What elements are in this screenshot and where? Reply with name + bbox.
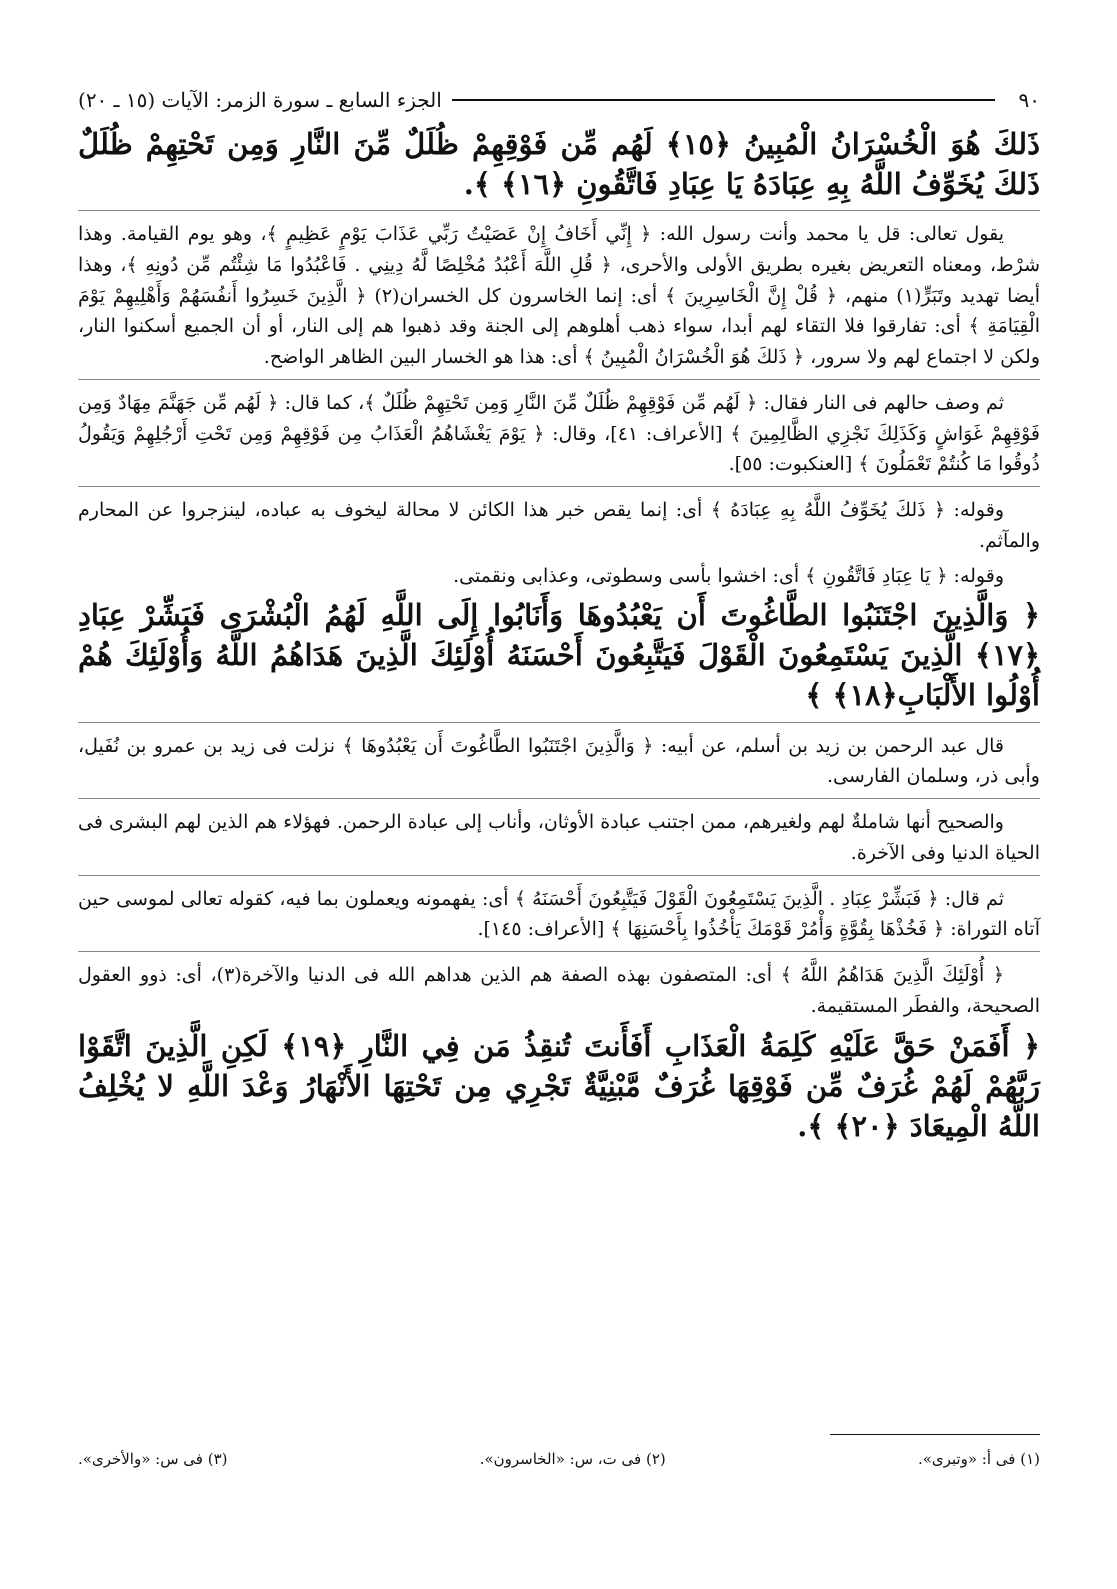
divider [78, 798, 1040, 799]
commentary-paragraph: ثم قال: ﴿ فَبَشِّرْ عِبَادِ . الَّذِينَ يَسْتَمِعُونَ الْقَوْلَ فَيَتَّبِعُونَ أَحْسَنَهُ ﴾ أى: يفهمونه ويعملون بما فيه، كقوله تعالى لموسى حين آتاه التوراة: ﴿ فَخُذْهَا بِقُوَّةٍ وَأْمُرْ قَوْمَكَ يَأْخُذُوا بِأَحْسَنِهَا ﴾ [الأعراف: ١٤٥]. [78, 887, 1040, 941]
footnote-2: (٢) فى ت، س: «الخاسرون». [479, 1450, 666, 1468]
commentary-paragraph: ثم وصف حالهم فى النار فقال: ﴿ لَهُم مِّن فَوْقِهِمْ ظُلَلٌ مِّنَ النَّارِ وَمِن تَحْتِهِمْ ظُلَلٌ ﴾، كما قال: ﴿ لَهُم مِّن جَهَنَّمَ مِهَادٌ وَمِن فَوْقِهِمْ غَوَاشٍ وَكَذَلِكَ نَجْزِي الظَّالِمِينَ ﴾ [الأعراف: ٤١]، وقال: ﴿ يَوْمَ يَغْشَاهُمُ الْعَذَابُ مِن فَوْقِهِمْ وَمِن تَحْتِ أَرْجُلِهِمْ وَيَقُولُ ذُوقُوا مَا كُنتُمْ تَعْمَلُونَ ﴾ [العنكبوت: ٥٥]. [78, 391, 1040, 476]
commentary-paragraph: وقوله: ﴿ ذَلكَ يُخَوِّفُ اللَّهُ بِهِ عِبَادَهُ ﴾ أى: إنما يقص خبر هذا الكائن لا محالة ليخوف به عباده، لينزجروا عن المحارم والمآثم. [78, 499, 1040, 552]
quran-verse-19-20: ﴿ أَفَمَنْ حَقَّ عَلَيْهِ كَلِمَةُ الْعَذَابِ أَفَأَنتَ تُنقِذُ مَن فِي النَّارِ ﴿١٩﴾ لَكِنِ الَّذِينَ اتَّقَوْا رَبَّهُمْ لَهُمْ غُرَفٌ مِّن فَوْقِهَا غُرَفٌ مَّبْنِيَّةٌ تَجْرِي مِن تَحْتِهَا الأَنْهَارُ وَعْدَ اللَّهِ لا يُخْلِفُ اللَّهُ الْمِيعَادَ ﴿٢٠﴾ ﴾. [78, 1028, 1040, 1143]
divider [78, 951, 1040, 952]
divider [78, 486, 1040, 487]
quran-verse-15-16: ذَلكَ هُوَ الْخُسْرَانُ الْمُبِينُ ﴿١٥﴾ لَهُم مِّن فَوْقِهِمْ ظُلَلٌ مِّنَ النَّارِ وَمِن تَحْتِهِمْ ظُلَلٌ ذَلكَ يُخَوِّفُ اللَّهُ بِهِ عِبَادَهُ يَا عِبَادِ فَاتَّقُونِ ﴿١٦﴾ ﴾. [78, 127, 1040, 202]
book-page [78, 78, 1040, 1558]
footnotes [78, 1450, 1040, 1468]
divider [78, 722, 1040, 723]
commentary-paragraph: قال عبد الرحمن بن زيد بن أسلم، عن أبيه: ﴿ وَالَّذِينَ اجْتَنَبُوا الطَّاغُوتَ أَن يَعْبُدُوهَا ﴾ نزلت فى زيد بن عمرو بن نُفَيل، وأبى ذر، وسلمان الفارسى. [78, 734, 1040, 788]
footnote-1: (١) فى أ: «وتبرى». [917, 1450, 1040, 1468]
footnote-rule [830, 1434, 1040, 1435]
footnote-3: (٣) فى س: «والأخرى». [78, 1450, 228, 1468]
commentary-paragraph: والصحيح أنها شاملةٌ لهم ولغيرهم، ممن اجتنب عبادة الأوثان، وأناب إلى عبادة الرحمن. فهؤلاء هم الذين لهم البشرى فى الحياة الدنيا وفى الآخرة. [78, 811, 1040, 864]
header-rule [452, 99, 995, 101]
divider [78, 379, 1040, 380]
running-header [78, 78, 1040, 122]
commentary-paragraph: وقوله: ﴿ يَا عِبَادِ فَاتَّقُونِ ﴾ أى: اخشوا بأسى وسطوتى، وعذابى ونقمتى. [453, 564, 1004, 587]
quran-verse-17-18: ﴿ وَالَّذِينَ اجْتَنَبُوا الطَّاغُوتَ أَن يَعْبُدُوهَا وَأَنَابُوا إِلَى اللَّهِ لَهُمُ الْبُشْرَى فَبَشِّرْ عِبَادِ ﴿١٧﴾ الَّذِينَ يَسْتَمِعُونَ الْقَوْلَ فَيَتَّبِعُونَ أَحْسَنَهُ أُوْلَئِكَ الَّذِينَ هَدَاهُمُ اللَّهُ وَأُوْلَئِكَ هُمْ أُوْلُوا الأَلْبَابِ﴿١٨﴾ ﴾ [78, 598, 1040, 713]
divider [78, 210, 1040, 211]
header-title: الجزء السابع ـ سورة الزمر: الآيات (١٥ ـ ٢٠) [78, 88, 442, 112]
divider [78, 875, 1040, 876]
commentary-paragraph: ﴿ أُوْلَئِكَ الَّذِينَ هَدَاهُمُ اللَّهُ ﴾ أى: المتصفون بهذه الصفة هم الذين هداهم الله فى الدنيا والآخرة(٣)، أى: ذوو العقول الصحيحة، والفطَر المستقيمة. [78, 964, 1040, 1017]
commentary-paragraph: يقول تعالى: قل يا محمد وأنت رسول الله: ﴿ إِنِّي أَخَافُ إِنْ عَصَيْتُ رَبِّي عَذَابَ يَوْمٍ عَظِيمٍ ﴾، وهو يوم القيامة. وهذا شرْط، ومعناه التعريض بغيره بطريق الأولى والأحرى، ﴿ قُلِ اللَّهَ أَعْبُدُ مُخْلِصًا لَّهُ دِينِي . فَاعْبُدُوا مَا شِئْتُم مِّن دُونِهِ ﴾، وهذا أيضا تهديد وتَبَرٍّ(١) منهم، ﴿ قُلْ إِنَّ الْخَاسِرِينَ ﴾ أى: إنما الخاسرون كل الخسران(٢) ﴿ الَّذِينَ خَسِرُوا أَنفُسَهُمْ وَأَهْلِيهِمْ يَوْمَ الْقِيَامَةِ ﴾ أى: تفارقوا فلا التقاء لهم أبدا، سواء ذهب أهلوهم إلى الجنة وقد ذهبوا هم إلى النار، أو أن الجميع أسكنوا النار، ولكن لا اجتماع لهم ولا سرور، ﴿ ذَلكَ هُوَ الْخُسْرَانُ الْمُبِينُ ﴾ أى: هذا هو الخسار البين الظاهر الواضح. [78, 223, 1040, 369]
page-number: ٩٠ [1018, 88, 1040, 112]
